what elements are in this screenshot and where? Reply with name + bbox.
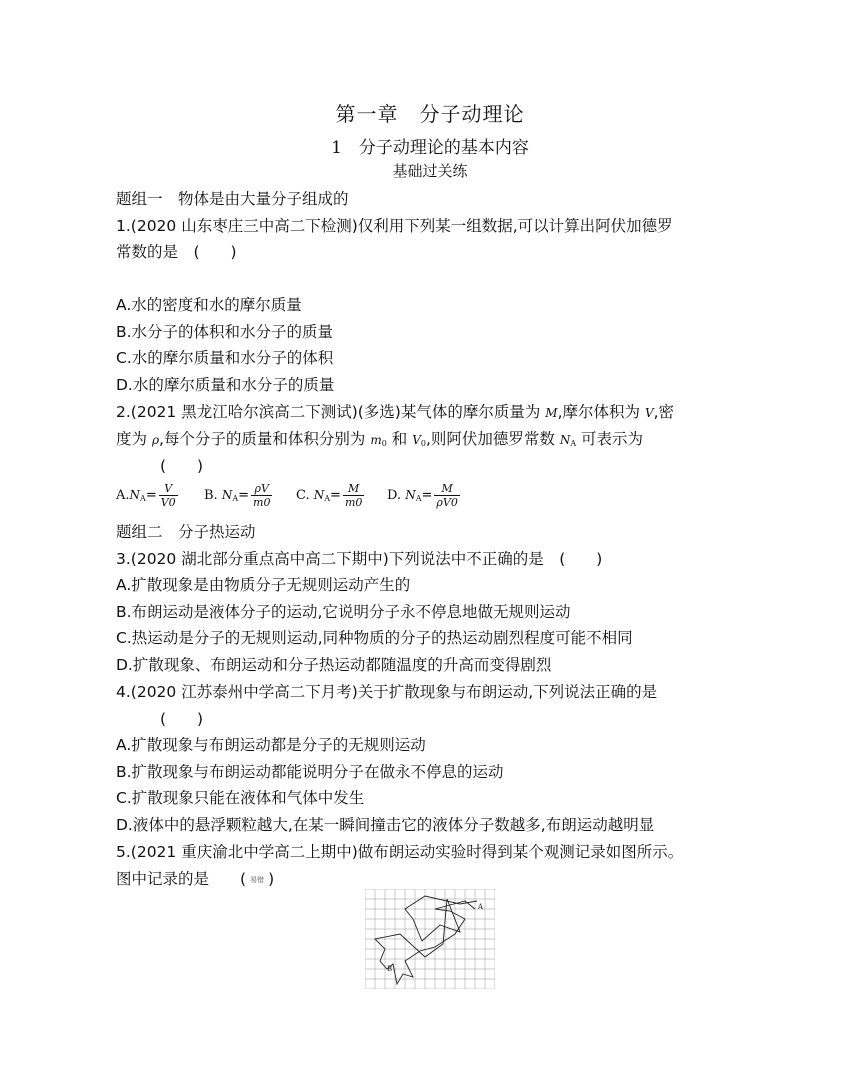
q2-text: 可表示为: [576, 430, 644, 448]
symbol-NA: $N_A$: [559, 433, 577, 448]
q5-stem-line2: 图中记录的是 ( 易错 ): [116, 870, 275, 888]
symbol-rho: ρ: [151, 433, 159, 447]
point-label: B: [387, 965, 393, 973]
q1-option-b: B.水分子的体积和水分子的质量: [116, 323, 334, 341]
fraction: $\frac{M}{m0}$: [344, 482, 363, 509]
q4-stem: 4.(2020 江苏泰州中学高二下月考)关于扩散现象与布朗运动,下列说法正确的是: [116, 683, 658, 701]
q2-text: ,则阿伏加德罗常数: [425, 430, 560, 448]
chapter-title: 第一章 分子动理论: [335, 102, 525, 126]
q2-text: ,密: [653, 403, 675, 421]
q2-text: 和: [386, 430, 413, 448]
brownian-motion-figure: [365, 889, 495, 989]
point-label: A: [478, 903, 484, 911]
q2-stem-line2: [116, 428, 643, 455]
q2-text: ,每个分子的质量和体积分别为: [159, 430, 371, 448]
q2-option-d: D. $N_A=$ $\frac{M}{\rho V0}$: [387, 482, 458, 509]
q3-option-a: A.扩散现象是由物质分子无规则运动产生的: [116, 576, 411, 594]
practice-title: 基础过关练: [392, 162, 468, 180]
q4-answer-blank: ( ): [160, 710, 204, 728]
fraction: $\frac{V}{V0}$: [160, 482, 176, 509]
q4-option-c: C.扩散现象只能在液体和气体中发生: [116, 789, 365, 807]
q2-option-a: $A.N_A=$ $\frac{V}{V0}$: [116, 482, 176, 509]
q4-option-b: B.扩散现象与布朗运动都能说明分子在做永不停息的运动: [116, 763, 504, 781]
fraction: $\frac{M}{\rho V0}$: [436, 482, 458, 509]
q3-option-b: B.布朗运动是液体分子的运动,它说明分子永不停息地做无规则运动: [116, 603, 571, 621]
group1-heading: 题组一 物体是由大量分子组成的: [116, 190, 349, 208]
symbol-m0: $m_0$: [370, 433, 387, 448]
q2-stem-line1: [116, 401, 674, 424]
difficulty-tag: 易错: [250, 875, 265, 884]
q5-stem-line1: 5.(2021 重庆渝北中学高二上期中)做布朗运动实验时得到某个观测记录如图所示。: [116, 843, 684, 861]
q2-option-c: C. $N_A=$ $\frac{M}{m0}$: [296, 482, 363, 509]
group2-heading: 题组二 分子热运动: [116, 523, 256, 541]
q2-text: 度为: [116, 430, 152, 448]
q3-stem: 3.(2020 湖北部分重点高中高二下期中)下列说法中不正确的是 ( ): [116, 550, 603, 568]
section-title: 1 分子动理论的基本内容: [331, 138, 529, 158]
q2-option-b: B. $N_A=$ $\frac{\rho V}{m0}$: [204, 482, 271, 509]
q1-option-a: A.水的密度和水的摩尔质量: [116, 296, 302, 314]
grid: [365, 889, 495, 989]
q3-option-c: C.热运动是分子的无规则运动,同种物质的分子的热运动剧烈程度可能不相同: [116, 629, 633, 647]
q1-stem-line1: 1.(2020 山东枣庄三中高二下检测)仅利用下列某一组数据,可以计算出阿伏加德罗: [116, 217, 673, 235]
symbol-M: M: [545, 406, 558, 420]
q2-text: ,摩尔体积为: [557, 403, 645, 421]
q4-option-d: D.液体中的悬浮颗粒越大,在某一瞬间撞击它的液体分子数越多,布朗运动越明显: [116, 816, 655, 834]
q1-option-d: D.水的摩尔质量和水分子的质量: [116, 376, 335, 394]
symbol-V0: $V_0$: [412, 433, 426, 448]
q2-text: 2.(2021 黑龙江哈尔滨高二下测试)(多选)某气体的摩尔质量为: [116, 403, 546, 421]
q4-option-a: A.扩散现象与布朗运动都是分子的无规则运动: [116, 736, 426, 754]
q3-option-d: D.扩散现象、布朗运动和分子热运动都随温度的升高而变得剧烈: [116, 656, 552, 674]
symbol-V: V: [644, 406, 654, 420]
q2-answer-blank: ( ): [160, 457, 204, 475]
q1-stem-line2: 常数的是 ( ): [116, 243, 237, 261]
q1-option-c: C.水的摩尔质量和水分子的体积: [116, 349, 334, 367]
fraction: $\frac{\rho V}{m0}$: [253, 482, 271, 509]
